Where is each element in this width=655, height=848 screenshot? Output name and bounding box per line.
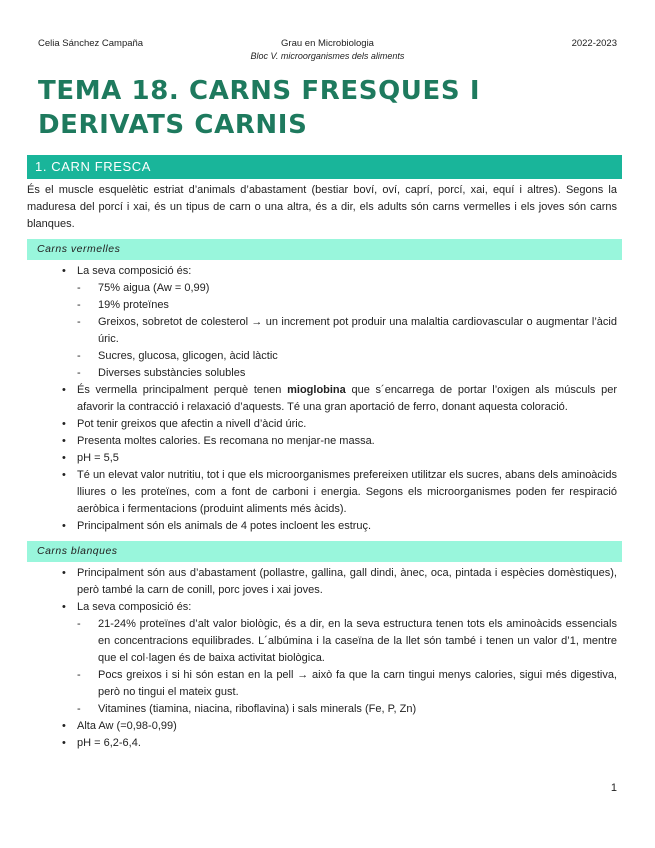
list-item: - Greixos, sobretot de colesterol → un increment pot produir una malaltia cardiovascular o augmentar l’àcid úric. <box>77 314 617 348</box>
page-header <box>38 38 617 68</box>
list-item: - Vitamines (tiamina, niacina, riboflavina) i sals minerals (Fe, P, Zn) <box>77 701 617 718</box>
list-item: • Pot tenir greixos que afectin a nivell d’àcid úric. <box>77 416 617 433</box>
composition-label: La seva composició és: <box>77 265 192 277</box>
list-item: • Presenta moltes calories. Es recomana no menjar-ne massa. <box>77 433 617 450</box>
page-number: 1 <box>610 782 617 794</box>
block-name: Bloc V. microorganismes dels aliments <box>250 51 405 61</box>
academic-year: 2022-2023 <box>571 38 617 49</box>
course-name: Grau en Microbiologia <box>281 38 374 49</box>
list-item: - Diverses substàncies solubles <box>77 365 617 382</box>
list-item: - 75% aigua (Aw = 0,99) <box>77 280 617 297</box>
list-item: • pH = 5,5 <box>77 450 617 467</box>
intro-paragraph: És el muscle esquelètic estriat d’animals d’abastament (bestiar boví, oví, caprí, porcí, xai, equí i altres). Segons la maduresa del porcí i xai, és un tipus de carn o una altra, és a dir, els adults són carns vermelles i els joves són carns blanques. <box>27 184 617 230</box>
list-item: • Té un elevat valor nutritiu, tot i que els microorganismes prefereixen utilitzar els sucres, abans dels aminoàcids lliures o les proteïnes, com a font de carboni i energia. Segons els microorganismes poden fer respiració aeròbica i fermentacions (produint aliments més àcids). <box>77 467 617 518</box>
list-item: • pH = 6,2-6,4. <box>77 735 617 752</box>
red-meat-list <box>77 263 617 535</box>
myoglobin-text-after: que s´encarrega de portar l’oxigen als músculs per afavorir la contracció i relaxació d’aquests. Té una gran aportació de ferro, donant aquesta coloració. <box>77 384 617 413</box>
section-heading-carn-fresca: 1. CARN FRESCA <box>27 155 622 179</box>
list-item: • Principalment són els animals de 4 potes incloent les estruç. <box>77 518 617 535</box>
list-item <box>77 382 617 416</box>
author-name: Celia Sánchez Campaña <box>38 38 144 49</box>
composition-label: La seva composició és: <box>77 601 192 613</box>
myoglobin-term: mioglobina <box>287 384 346 396</box>
myoglobin-text-before: És vermella principalment perquè tenen <box>77 384 288 396</box>
subheading-carns-vermelles: Carns vermelles <box>27 239 622 260</box>
subheading-carns-blanques: Carns blanques <box>27 541 622 562</box>
course-info <box>38 38 617 61</box>
red-composition-list <box>77 280 617 382</box>
list-item: - 19% proteïnes <box>77 297 617 314</box>
page-title: TEMA 18. CARNS FRESQUES I DERIVATS CARNIS <box>38 76 481 140</box>
list-item: • Alta Aw (=0,98-0,99) <box>77 718 617 735</box>
list-item: - Pocs greixos i si hi són estan en la pell → això fa que la carn tingui menys calories, sigui més digestiva, però no tingui el mateix gust. <box>77 667 617 701</box>
list-item <box>77 599 617 718</box>
list-item: - 21-24% proteïnes d’alt valor biològic, és a dir, en la seva estructura tenen tots els aminoàcids essencials en concentracions equilibrades. L´albúmina i la caseïna de la llet són també i tenen un valor d’1, mentre que el col·lagen és de baixa activitat biològica. <box>77 616 617 667</box>
white-composition-list <box>77 616 617 718</box>
white-meat-list <box>77 565 617 752</box>
list-item <box>77 263 617 382</box>
list-item: • Principalment són aus d’abastament (pollastre, gallina, gall dindi, ànec, oca, pintada i espècies domèstiques), però també la carn de conill, porc joves i xai joves. <box>77 565 617 599</box>
list-item: - Sucres, glucosa, glicogen, àcid làctic <box>77 348 617 365</box>
